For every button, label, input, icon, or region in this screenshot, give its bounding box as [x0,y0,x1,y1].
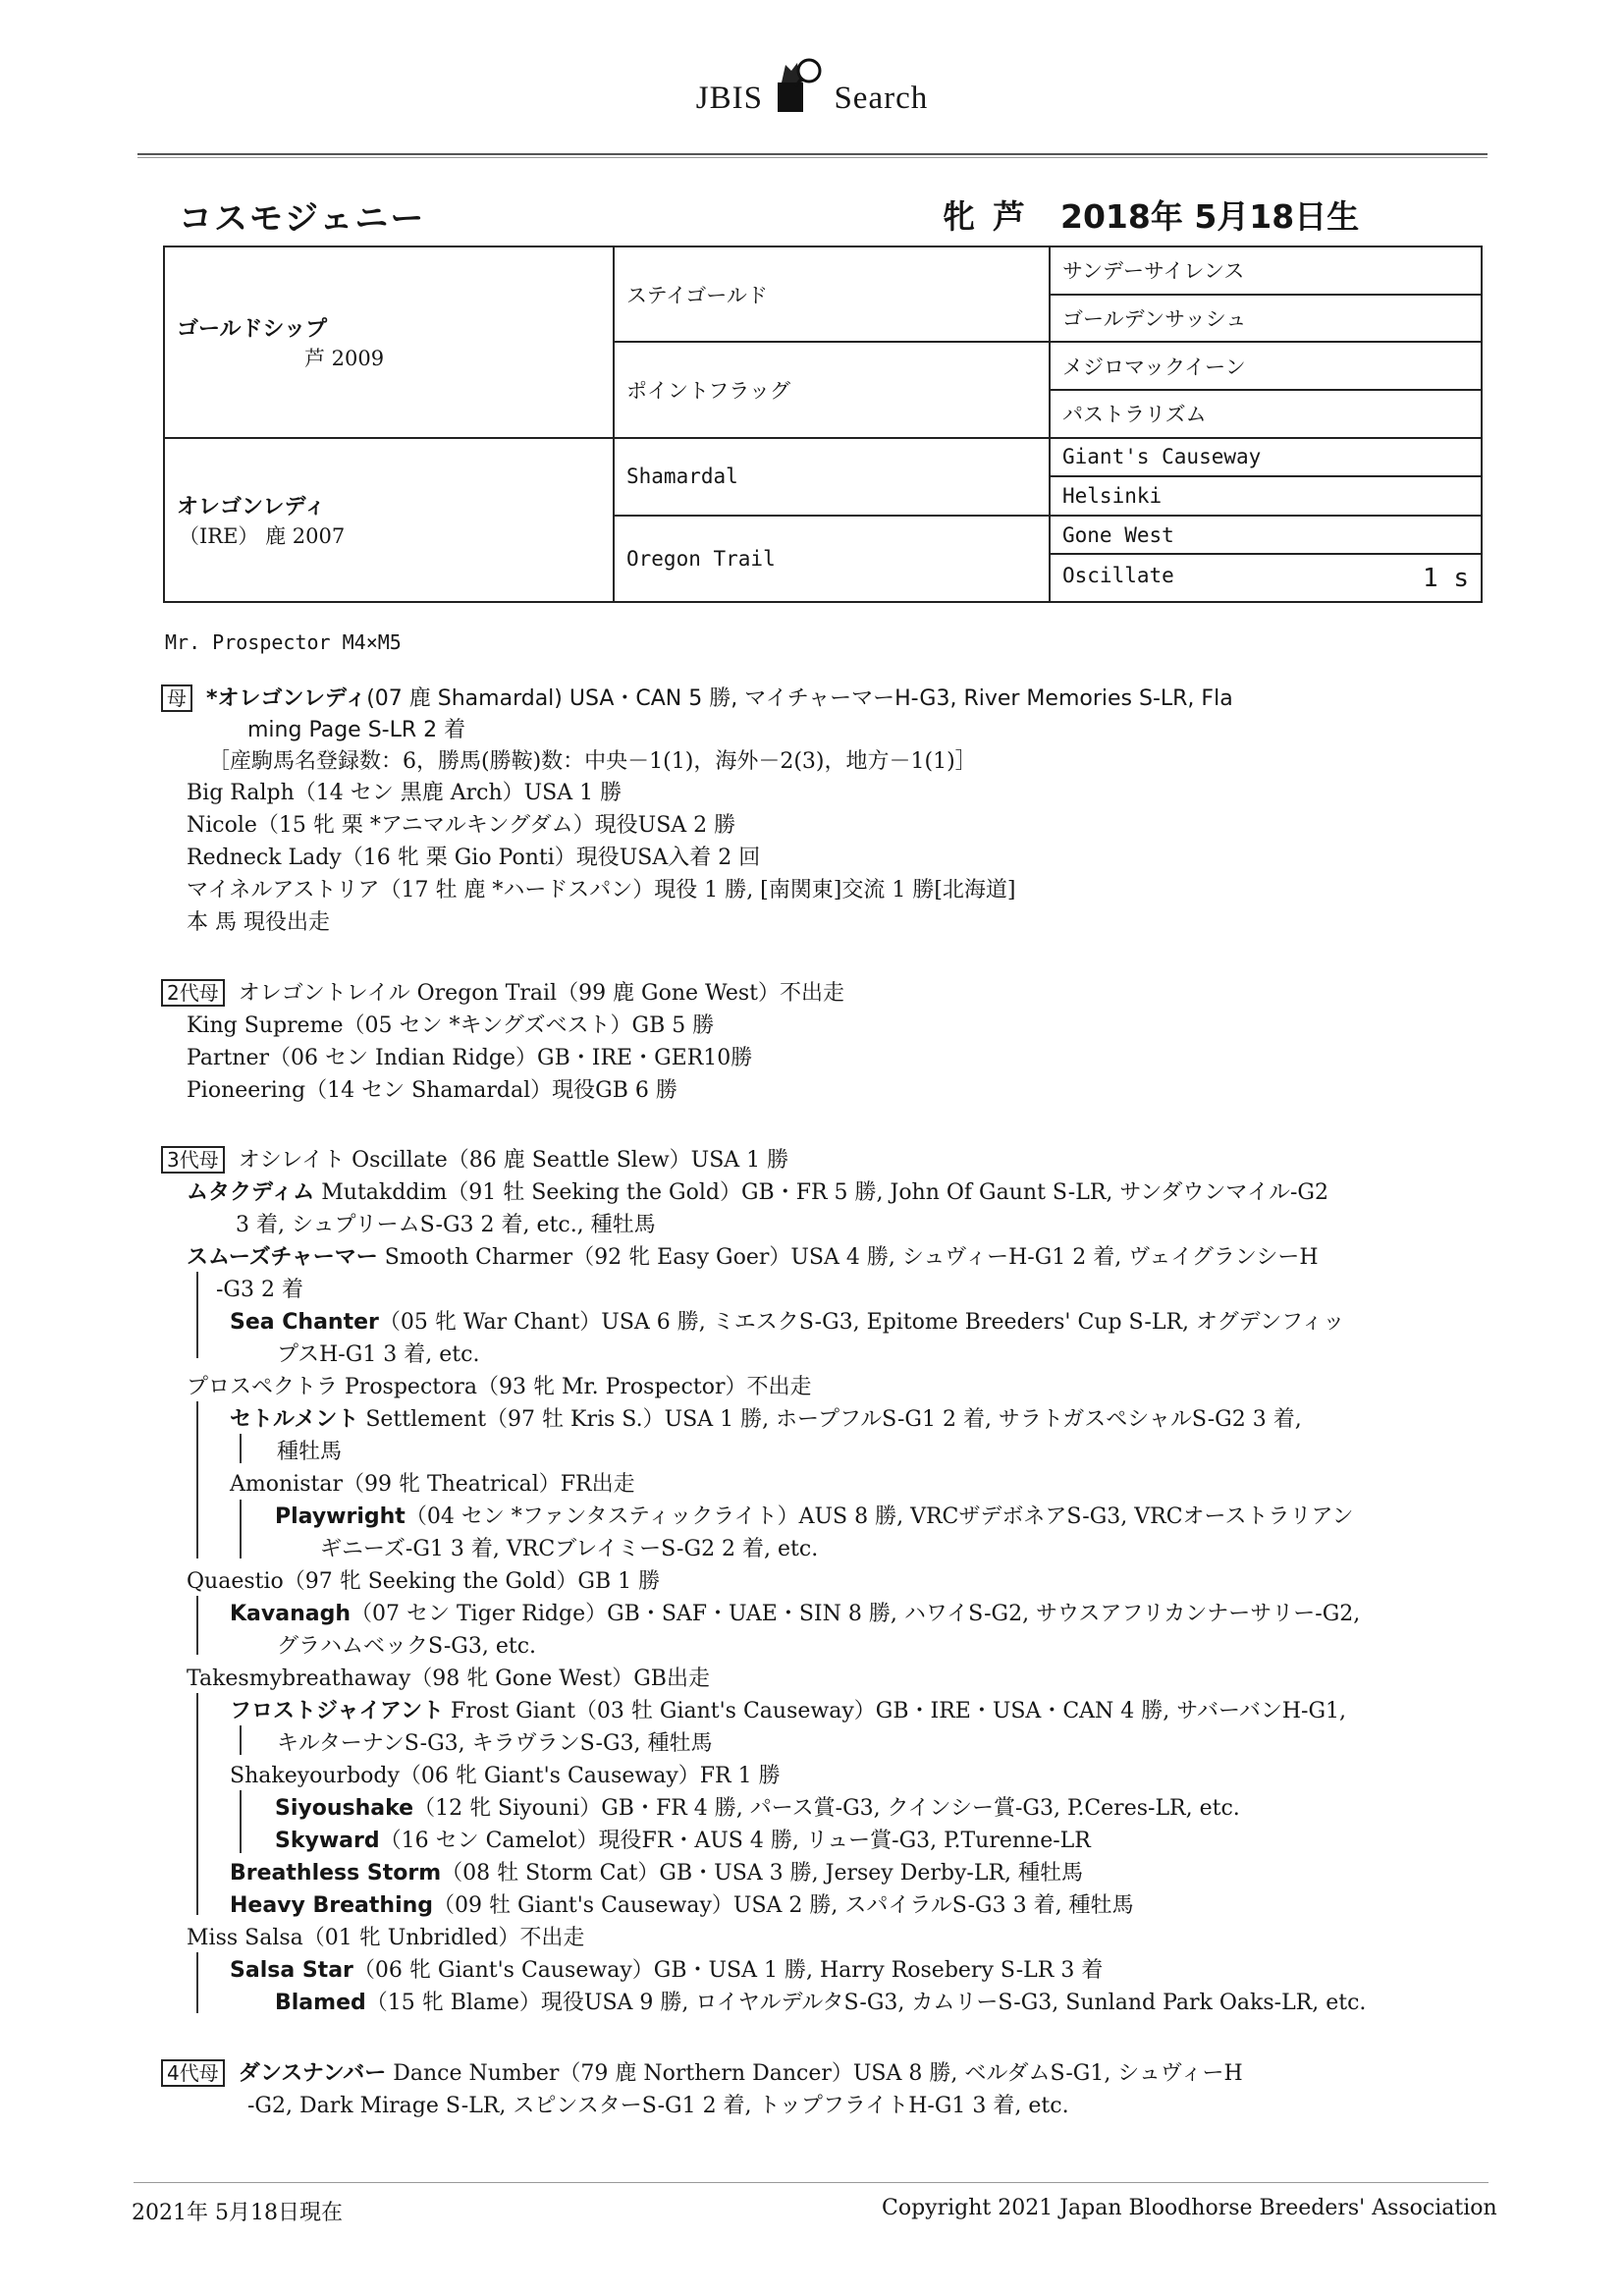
g3-entry-text: （12 牝 Siyouni）GB・FR 4 勝, パース賞-G3, クインシー賞-G3, P.Ceres-LR, etc. [413,1796,1240,1821]
sire-info: 芦 2009 [304,346,385,370]
g3-entry-cont: 種牡馬 [277,1440,343,1464]
pedigree-sire-sire: ステイゴールド [614,246,1050,342]
g4-entry-text: Dance Number（79 鹿 Northern Dancer）USA 8 勝, ベルダムS-G1, シュヴィーH [386,2061,1243,2086]
g3-entry: Amonistar（99 牝 Theatrical）FR出走 [230,1472,635,1497]
g3-entry [187,1240,1319,1271]
g3-entry [230,1694,1346,1724]
g2-foal: Partner（06 セン Indian Ridge）GB・IRE・GER10勝 [187,1046,753,1070]
g3-entry-text: Frost Giant（03 牡 Giant's Causeway）GB・IRE・USA・CAN 4 勝, サバーバンH-G1, [444,1699,1347,1723]
tree-connector [196,1596,198,1655]
header-rule-thin [137,157,1488,158]
g3-entry [275,1986,1366,2016]
g3-entry-cont: グラハムベックS-G3, etc. [277,1634,537,1659]
footer-date: 2021年 5月18日現在 [132,2201,343,2225]
horse-magnifier-icon [772,57,825,114]
tree-connector [196,1401,198,1558]
tree-connector [196,1272,198,1358]
g3-entry [275,1824,1091,1854]
jbis-search-logo [0,57,1624,117]
g3-entry-text: Mutakddim（91 牡 Seeking the Gold）GB・FR 5 勝, John Of Gaunt S-LR, サンダウンマイル-G2 [314,1180,1328,1205]
g2-foal: King Supreme（05 セン *キングズベスト）GB 5 勝 [187,1013,715,1038]
pedigree-g3-cell: メジロマックイーン [1050,342,1482,390]
inbreeding-note: Mr. Prospector M4×M5 [165,630,402,654]
dam-produce-stats: ［産駒馬名登録数：6，勝馬(勝鞍)数：中央－1(1)，海外－2(3)，地方－1(1)］ [208,749,977,774]
g3-entry-text: （15 牝 Blame）現役USA 9 勝, ロイヤルデルタS-G3, カムリーS-G3, Sunland Park Oaks-LR, etc. [365,1991,1367,2015]
pedigree-g3-oscillate: Oscillate [1062,563,1174,587]
g3-entry-cont: プスH-G1 3 着, etc. [277,1342,480,1367]
g3-entry [230,1953,1103,1984]
g3-entry-text: （05 牝 War Chant）USA 6 勝, ミエスクS-G3, Epitome Breeders' Cup S-LR, オグデンフィッ [378,1310,1345,1335]
dam-line-2: ming Page S-LR 2 着 [247,718,466,742]
pedigree-g3-cell: ゴールデンサッシュ [1050,295,1482,343]
pedigree-g3-cell: Giant's Causeway [1050,438,1482,477]
g3-entry: Shakeyourbody（06 牝 Giant's Causeway）FR 1 勝 [230,1764,781,1788]
g3-entry [230,1597,1360,1627]
g3-entry-bold: Sea Chanter [230,1310,379,1335]
horse-birth: 2018年 5月18日生 [1060,197,1360,236]
dam-foal: Redneck Lady（16 牝 栗 Gio Ponti）現役USA入着 2 回 [187,846,761,870]
g3-entry-bold: Salsa Star [230,1958,353,1983]
tree-connector [240,1500,242,1558]
g3-entry [230,1305,1344,1336]
g3-entry-text: （07 セン Tiger Ridge）GB・SAF・UAE・SIN 8 勝, ハワイS-G2, サウスアフリカンナーサリー-G2, [351,1602,1361,1626]
g2-line [161,976,844,1007]
g3-entry-text: （16 セン Camelot）現役FR・AUS 4 勝, リュー賞-G3, P.Turenne-LR [379,1829,1091,1853]
pedigree-g3-cell-last [1050,554,1482,602]
dam-tag: 母 [161,684,192,712]
g4-tag: 4代母 [161,2059,225,2087]
g3-tag: 3代母 [161,1146,225,1174]
horse-name: コスモジェニー [179,199,426,239]
g3-entry [230,1888,1134,1919]
g3-head: オシレイト Oscillate（86 鹿 Seattle Slew）USA 1 勝 [238,1148,789,1173]
dam-name: オレゴンレディ [177,494,326,519]
g3-entry: プロスペクトラ Prospectora（93 牝 Mr. Prospector）不出走 [187,1375,812,1399]
g3-entry-cont: -G3 2 着 [216,1278,303,1302]
g3-entry-bold: セトルメント [230,1407,359,1432]
g3-entry-text: （08 牡 Storm Cat）GB・USA 3 勝, Jersey Derby-LR, 種牡馬 [441,1861,1084,1886]
dam-info: （IRE） 鹿 2007 [179,523,346,548]
pedigree-sire-cell [164,246,614,438]
g3-entry-cont: ギニーズ-G1 3 着, VRCブレイミーS-G2 2 着, etc. [320,1537,819,1561]
g3-entry: Miss Salsa（01 牝 Unbridled）不出走 [187,1926,585,1950]
g4-line [161,2056,1243,2087]
g3-entry: Takesmybreathaway（98 牝 Gone West）GB出走 [187,1667,710,1691]
g3-entry [187,1175,1328,1206]
g3-entry-bold: Siyoushake [275,1796,414,1821]
g3-entry-text: （09 牡 Giant's Causeway）USA 2 勝, スパイラルS-G3 3 着, 種牡馬 [433,1893,1134,1918]
tree-connector [196,1952,198,2013]
g3-entry-text: Smooth Charmer（92 牝 Easy Goer）USA 4 勝, シュヴィーH-G1 2 着, ヴェイグランシーH [377,1245,1319,1270]
g3-entry-bold: Blamed [275,1991,366,2015]
logo-text-left: JBIS [695,81,763,116]
dam-foal: Big Ralph（14 セン 黒鹿 Arch）USA 1 勝 [187,781,623,805]
g3-entry-bold: フロストジャイアント [230,1699,445,1723]
g4-entry-bold: ダンスナンバー [238,2061,387,2086]
header-rule [137,153,1488,155]
tree-connector [240,1725,242,1755]
pedigree-sire-dam: ポイントフラッグ [614,342,1050,437]
dam-record: (07 鹿 Shamardal) USA・CAN 5 勝, マイチャーマーH-G3, River Memories S-LR, Fla [366,686,1233,711]
pedigree-g3-cell: Helsinki [1050,476,1482,516]
horse-color: 芦 [993,197,1025,236]
g3-entry [230,1402,1302,1433]
g3-entry-text: （04 セン *ファンタスティックライト）AUS 8 勝, VRCザデボネアS-G3, VRCオーストラリアン [405,1504,1354,1529]
horse-sex: 牝 [943,197,975,236]
g3-entry-text: （06 牝 Giant's Causeway）GB・USA 1 勝, Harry Rosebery S-LR 3 着 [352,1958,1104,1983]
g3-entry-cont: キルターナンS-G3, キラヴランS-G3, 種牡馬 [277,1731,713,1756]
g3-entry-bold: Skyward [275,1829,380,1853]
g3-entry [275,1791,1240,1822]
dam-line-1 [161,682,1233,712]
g3-entry-bold: Playwright [275,1504,406,1529]
pedigree-dam-dam: Oregon Trail [614,516,1050,602]
pedigree-dam-sire: Shamardal [614,438,1050,516]
logo-text-right: Search [834,81,929,116]
g3-entry-cont: 3 着, シュプリームS-G3 2 着, etc., 種牡馬 [236,1213,656,1237]
g2-head: オレゴントレイル Oregon Trail（99 鹿 Gone West）不出走 [238,981,845,1006]
horse-info [943,191,1377,238]
dam-name-bold: *オレゴンレディ [206,686,367,711]
g2-tag: 2代母 [161,979,225,1007]
tree-connector [196,1693,198,1915]
dam-foal: Nicole（15 牝 栗 *アニマルキングダム）現役USA 2 勝 [187,813,736,838]
g4-entry-cont: -G2, Dark Mirage S-LR, スピンスターS-G1 2 着, トップフライトH-G1 3 着, etc. [247,2094,1069,2118]
pedigree-table [163,246,1483,603]
footer-copyright: Copyright 2021 Japan Bloodhorse Breeders' Association [882,2196,1497,2220]
g3-entry-bold: スムーズチャーマー [187,1245,378,1270]
dam-foal: マイネルアストリア（17 牡 鹿 *ハードスパン）現役 1 勝, [南関東]交流 1 勝[北海道] [187,878,1016,902]
g3-entry [275,1500,1354,1530]
g3-entry-bold: ムタクディム [187,1180,315,1205]
tree-connector [240,1434,242,1463]
sire-name: ゴールドシップ [177,316,328,342]
g3-entry-bold: Breathless Storm [230,1861,442,1886]
pedigree-dam-cell [164,438,614,602]
g3-entry-bold: Heavy Breathing [230,1893,434,1918]
pedigree-g3-cell: パストラリズム [1050,390,1482,438]
dam-foal-self: 本 馬 現役出走 [187,910,330,935]
g3-entry [230,1856,1083,1886]
g2-foal: Pioneering（14 セン Shamardal）現役GB 6 勝 [187,1078,677,1103]
g3-line [161,1143,788,1174]
tree-connector [240,1790,242,1853]
g3-entry: Quaestio（97 牝 Seeking the Gold）GB 1 勝 [187,1569,661,1594]
pedigree-mark: 1 s [1423,563,1469,593]
pedigree-g3-cell: Gone West [1050,516,1482,555]
g3-entry-text: Settlement（97 牡 Kris S.）USA 1 勝, ホープフルS-G1 2 着, サラトガスペシャルS-G2 3 着, [358,1407,1302,1432]
footer-rule [134,2182,1489,2183]
pedigree-g3-cell: サンデーサイレンス [1050,246,1482,295]
g3-entry-bold: Kavanagh [230,1602,351,1626]
